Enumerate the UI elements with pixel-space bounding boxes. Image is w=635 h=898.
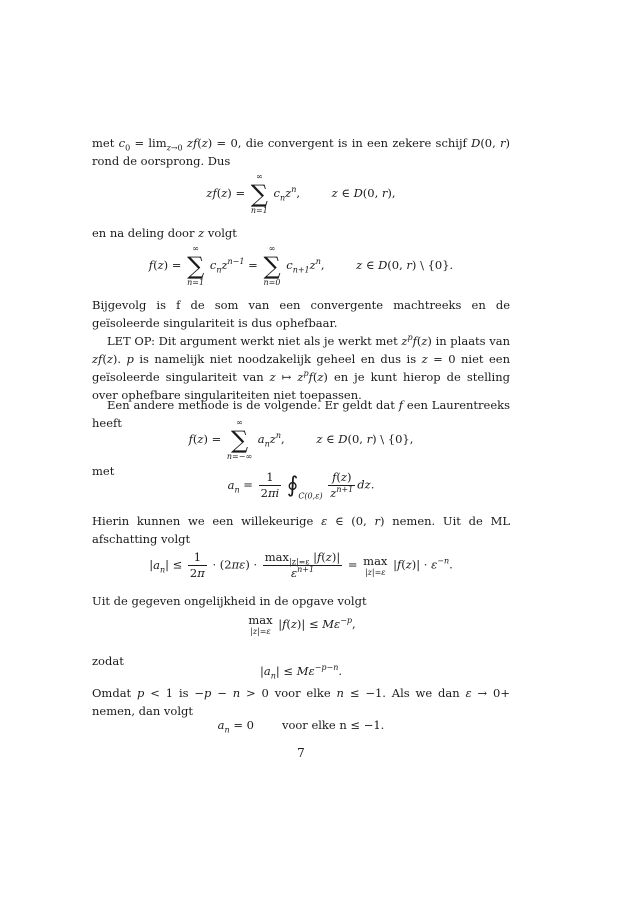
equation-zfz-series: zf(z) = ∞ ∑ n=1 $c_nz^n$, z ∈ D(0, r), [206,172,396,215]
text: Hierin kunnen we een willekeurige [92,514,314,528]
equation-fz-series: f(z) = ∞ ∑ n=1 $c_nz^{n-1}$ = ∞ ∑ n=0 $c_{n+1}z^n$, z ∈ D(0, r) \ {0}. [148,244,454,287]
paragraph-warning: LET OP: Dit argument werkt niet als je werkt met $z^pf(z)$ in plaats van zf(z). p is namelijk niet noodzakelijk geheel en dus is z = 0 niet een geïsoleerde singulariteit van z ↦ $z^pf(z)$ en je kunt hierop de stelling over ophefbare singulariteiten niet toepassen. [92,333,511,402]
paragraph-alternative: Een andere methode is de volgende. Er geldt dat f een Laurentreeks heeft [92,398,511,430]
paragraph-division: en na deling door z volgt [92,226,237,240]
text: en na deling door [92,226,195,240]
text: Omdat [92,686,132,700]
equation-max-bound: max |z|=ε $|f(z)| \le M\varepsilon^{-p}$, [248,613,356,636]
text: Een andere methode is de volgende. Er geldt dat [107,398,395,412]
text: voor elke n ≤ −1. [281,718,385,732]
text: nemen, dan volgt [92,704,194,718]
text: niet een geïsoleerde singulariteit van [92,352,510,384]
text: een Laurentreeks heeft [92,398,511,430]
text: met [92,464,115,478]
equation-an-integral: $a_n$ = $\frac{1}{2\pi i}$ $∮_{C(0,\varepsilon)}$ $\frac{f(z)}{z^{n+1}}$ dz. [227,470,375,501]
text: Uit de gegeven ongelijkheid in de opgave volgt [92,594,367,608]
paragraph-ml-estimate: Hierin kunnen we een willekeurige ε ∈ (0, r) nemen. Uit de ML afschatting volgt [92,514,510,546]
text: nemen. Uit de ML afschatting volgt [92,514,510,546]
page-number: 7 [297,746,305,760]
paragraph-conclusion [92,296,510,332]
equation-an-zero: $a_n = 0$ voor elke n ≤ −1. [217,718,385,735]
text: zodat [92,654,124,668]
text: in plaats van [435,334,510,348]
text: en je kunt hierop de stelling over ophefbare singulariteiten niet toepassen. [92,370,511,402]
text: die convergent is in een zekere schijf [245,136,467,150]
text: LET OP: Dit argument werkt niet als je werkt met [107,334,398,348]
text: rond de oorsprong. Dus [92,154,231,168]
text: Bijgevolg is f de som van een convergente machtreeks en de geïsoleerde singulariteit is dus ophefbaar. [92,298,510,330]
text: is namelijk niet noodzakelijk geheel en dus is [139,352,417,366]
paragraph-final: Omdat p < 1 is −p − n > 0 voor elke n ≤ −1. Als we dan ε → 0+ nemen, dan volgt [92,686,511,718]
text: Als we dan [391,686,460,700]
equation-an-bound: $|a_n| \le M\varepsilon^{-p-n}$. [259,663,342,681]
text: is [178,686,189,700]
equation-ml-bound: $|a_n|$ ≤ $\frac{1}{2\pi}$ · (2πε) · $\frac{\max_{|z|=\varepsilon} |f(z)|}{\varepsilon^{n+1}}$ = max |z|=ε $|f(z)| \cdot \varepsilon^{-n}$. [149,550,453,580]
document-page [92,0,510,898]
text: met [92,136,115,150]
paragraph-given-inequality [92,592,510,610]
paragraph-intro: met $c_0 = \lim_{z\to 0} zf(z) = 0$, die convergent is in een zekere schijf D(0, r) rond de oorsprong. Dus [92,136,511,168]
text: volgt [207,226,237,240]
equation-laurent: f(z) = ∞ ∑ n=−∞ $a_nz^n$, z ∈ D(0, r) \ {0}, [188,418,414,461]
text: voor elke [274,686,331,700]
